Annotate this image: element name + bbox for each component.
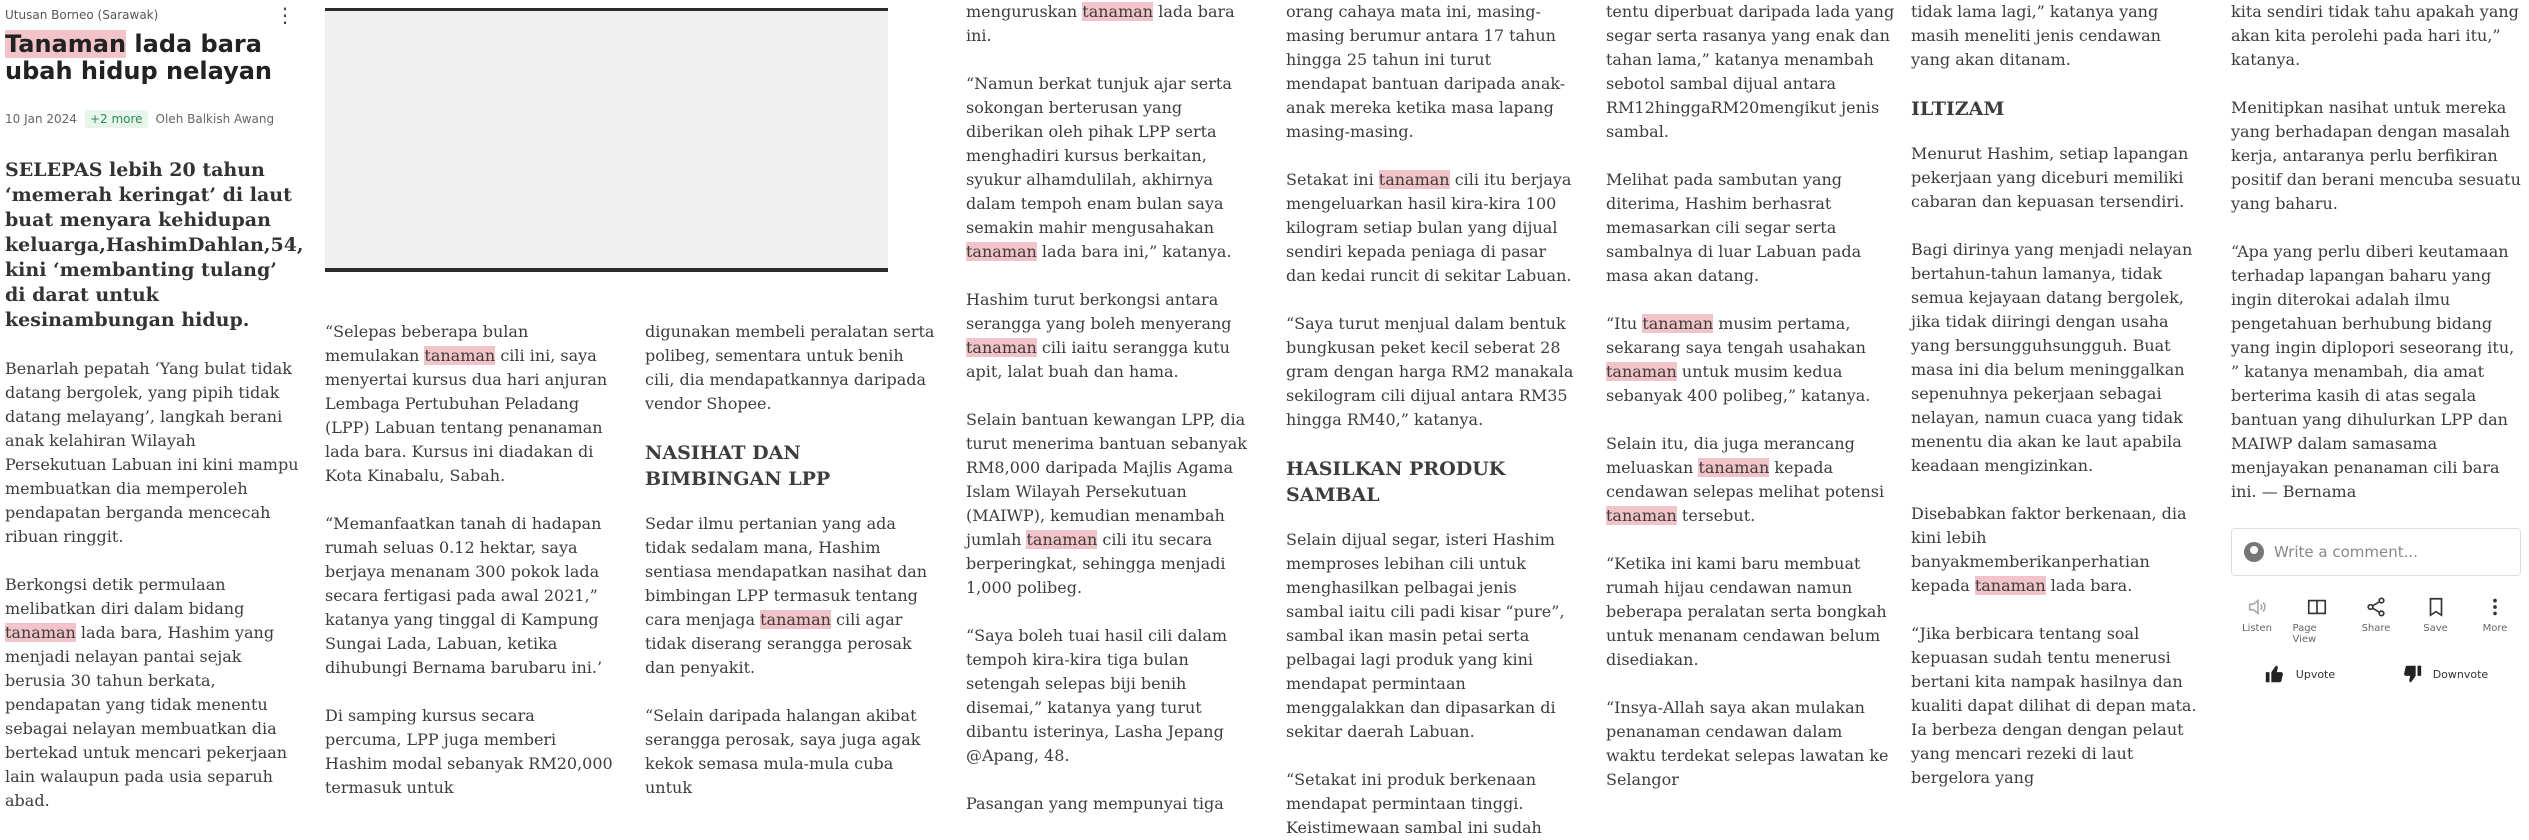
keyword-highlight: tanaman (1606, 506, 1677, 525)
lead-paragraph: SELEPAS lebih 20 tahun ‘memerah keringat’ di laut buat menyara kehidupan keluarga,HashimDahlan,54, kini ‘membanting tulang’ di darat untuk kesinambungan hidup. (5, 159, 304, 331)
downvote-button[interactable]: Downvote (2401, 663, 2489, 685)
paragraph: “Memanfaatkan tanah di hadapan rumah seluas 0.12 hektar, saya berjaya menanam 300 pokok lada secara fertigasi pada awal 2021,” katanya yang tinggal di Kampung Sungai Lada, Labuan, ketika dihubungi Bernama barubaru ini.’ (325, 514, 603, 677)
share-icon (2365, 596, 2387, 618)
thumbs-up-icon (2264, 663, 2286, 685)
article-date: 10 Jan 2024 (5, 112, 77, 126)
paragraph: Hashim turut berkongsi antara serangga yang boleh menyerang tanaman cili iaitu serangga kutu apit, lalat buah dan hama. (966, 290, 1232, 381)
title-highlight: Tanaman (5, 30, 127, 58)
paragraph: Melihat pada sambutan yang diterima, Hashim berhasrat memasarkan cili segar serta sambalnya di luar Labuan pada masa akan datang. (1606, 170, 1862, 285)
article-column-8 (2231, 0, 2521, 780)
paragraph: “Setakat ini produk berkenaan mendapat permintaan tinggi. Keistimewaan sambal ini sudah (1286, 770, 1542, 837)
paragraph: Selain bantuan kewangan LPP, dia turut menerima bantuan sebanyak RM8,000 daripada Majlis Agama Islam Wilayah Persekutuan (MAIWP), kemudian menambah jumlah tanaman cili itu secara berperingkat, sehingga menjadi 1,000 polibeg. (966, 410, 1247, 597)
paragraph: Setakat ini tanaman cili itu berjaya mengeluarkan hasil kira-kira 100 kilogram setiap bulan yang dijual sendiri kepada peniaga di pasar dan kedai runcit di sekitar Labuan. (1286, 170, 1572, 285)
save-button[interactable]: Save (2412, 596, 2460, 645)
paragraph: Disebabkan faktor berkenaan, dia kini lebih banyakmemberikanperhatian kepada tanaman lada bara. (1911, 504, 2187, 595)
section-heading: HASILKAN PRODUK SAMBAL (1286, 458, 1506, 506)
more-options-icon[interactable]: ⋮ (275, 3, 295, 27)
publisher-name[interactable]: Utusan Borneo (Sarawak) (5, 8, 159, 22)
paragraph: Selain itu, dia juga merancang meluaskan tanaman kepada cendawan selepas melihat potensi tanaman tersebut. (1606, 434, 1885, 525)
paragraph: Benarlah pepatah ‘Yang bulat tidak datang bergolek, yang pipih tidak datang melayang’, langkah berani anak kelahiran Wilayah Persekutuan Labuan ini kini mampu membuatkan dia memperoleh pendapatan berganda mencecah ribuan ringgit. (5, 359, 299, 546)
paragraph: Di samping kursus secara percuma, LPP juga memberi Hashim modal sebanyak RM20,000 termasuk untuk (325, 706, 613, 797)
publisher-row (5, 5, 301, 25)
paragraph: Bagi dirinya yang menjadi nelayan bertahun-tahun lamanya, tidak semua kejayaan datang bergolek, jika tidak diiringi dengan usaha yang bersungguhsungguh. Buat masa ini dia belum meninggalkan sepenuhnya pekerjaan sebagai nelayan, namun cuaca yang tidak menentu dia akan ke laut apabila keadaan mengizinkan. (1911, 240, 2193, 475)
paragraph: orang cahaya mata ini, masing-masing berumur antara 17 tahun hingga 25 tahun ini turut mendapat bantuan daripada anak-anak mereka ketika masa lapang masing-masing. (1286, 2, 1566, 141)
keyword-highlight: tanaman (1082, 2, 1154, 21)
paragraph: Selain dijual segar, isteri Hashim memproses lebihan cili untuk menghasilkan pelbagai jenis sambal iaitu cili padi kisar “pure”, sambal ikan masin petai serta pelbagai lagi produk yang kini mendapat permintaan menggalakkan dan dipasarkan di sekitar daerah Labuan. (1286, 530, 1565, 741)
more-button[interactable]: More (2471, 596, 2519, 645)
more-vertical-icon (2484, 596, 2506, 618)
paragraph: Berkongsi detik permulaan melibatkan diri dalam bidang tanaman lada bara, Hashim yang menjadi nelayan pantai sejak berusia 30 tahun berkata, pendapatan yang tidak menentu sebagai nelayan membuatkan dia bertekad untuk mencari pekerjaan lain walaupun pada usia separuh abad. (5, 575, 288, 810)
listen-button[interactable]: Listen (2233, 596, 2281, 645)
keyword-highlight: tanaman (1974, 576, 2046, 595)
paragraph: tidak lama lagi,” katanya yang masih meneliti jenis cendawan yang akan ditanam. (1911, 2, 2161, 69)
article-column-3 (645, 320, 935, 797)
article-column-5 (1286, 0, 1576, 837)
book-open-icon (2306, 596, 2328, 618)
more-badge[interactable]: +2 more (85, 110, 148, 128)
upvote-button[interactable]: Upvote (2264, 663, 2335, 685)
paragraph: “Selain daripada halangan akibat serangga perosak, saya juga agak kekok semasa mula-mula cuba untuk (645, 706, 921, 797)
article-column-2 (325, 320, 615, 797)
paragraph: Pasangan yang mempunyai tiga (966, 794, 1224, 813)
paragraph: Sedar ilmu pertanian yang ada tidak sedalam mana, Hashim sentiasa mendapatkan nasihat dan bimbingan LPP termasuk tentang cara menjaga tanaman cili agar tidak diserang serangga perosak dan penyakit. (645, 514, 928, 677)
paragraph: tentu diperbuat daripada lada yang segar serta rasanya yang enak dan tahan lama,” katanya menambah sebotol sambal dijual antara RM12hinggaRM20mengikut jenis sambal. (1606, 2, 1895, 141)
paragraph: Menitipkan nasihat untuk mereka yang berhadapan dengan masalah kerja, antaranya perlu berfikiran positif dan berani mencuba sesuatu yang baharu. (2231, 98, 2521, 213)
paragraph: “Apa yang perlu diberi keutamaan terhadap lapangan baharu yang ingin diterokai adalah ilmu pengetahuan berhubung bidang yang ingin diplopori seseorang itu, ” katanya menambah, dia amat berterima kasih di atas segala bantuan yang dihulurkan LPP dan MAIWP dalam samasama menjayakan penanaman cili bara ini. — Bernama (2231, 242, 2515, 501)
title-rest: lada bara ubah hidup nelayan (5, 30, 272, 85)
keyword-highlight: tanaman (1026, 530, 1098, 549)
avatar-icon (2244, 542, 2264, 562)
paragraph: digunakan membeli peralatan serta polibeg, sementara untuk benih cili, dia mendapatkannya daripada vendor Shopee. (645, 322, 935, 413)
keyword-highlight: tanaman (966, 242, 1037, 261)
article-column-6 (1606, 0, 1896, 789)
keyword-highlight: tanaman (760, 610, 831, 629)
paragraph: “Ketika ini kami baru membuat rumah hijau cendawan namun beberapa peralatan serta bongkah untuk menanam cendawan belum disediakan. (1606, 554, 1887, 669)
paragraph: “Saya turut menjual dalam bentuk bungkusan peket kecil seberat 28 gram dengan harga RM2 manakala sekilogram cili dijual antara RM35 hingga RM40,” katanya. (1286, 314, 1574, 429)
keyword-highlight: tanaman (5, 623, 76, 642)
article-author: Oleh Balkish Awang (155, 112, 275, 126)
article-column-7 (1911, 0, 2201, 787)
paragraph: menguruskan tanaman lada bara ini. (966, 2, 1235, 45)
keyword-highlight: tanaman (1642, 314, 1714, 333)
section-heading: NASIHAT DAN BIMBINGAN LPP (645, 442, 831, 490)
section-heading: ILTIZAM (1911, 98, 2005, 120)
thumbs-down-icon (2401, 663, 2423, 685)
bookmark-icon (2425, 596, 2447, 618)
keyword-highlight: tanaman (966, 338, 1037, 357)
keyword-highlight: tanaman (1606, 362, 1677, 381)
comment-placeholder: Write a comment... (2274, 543, 2418, 561)
paragraph: “Saya boleh tuai hasil cili dalam tempoh kira-kira tiga bulan setengah selepas biji benih disemai,” katanya yang turut dibantu isterinya, Lasha Jepang @Apang, 48. (966, 626, 1228, 765)
article-column-1 (5, 0, 304, 810)
paragraph: “Itu tanaman musim pertama, sekarang saya tengah usahakan tanaman untuk musim kedua sebanyak 400 polibeg,” katanya. (1606, 314, 1871, 405)
action-bar (2231, 596, 2521, 645)
paragraph: “Namun berkat tunjuk ajar serta sokongan berterusan yang diberikan oleh pihak LPP serta menghadiri kursus berkaitan, syukur alhamdulilah, akhirnya dalam tempoh enam bulan saya semakin mahir mengusahakan tanaman lada bara ini,” katanya. (966, 74, 1232, 261)
article-image[interactable] (325, 8, 888, 272)
comment-input[interactable] (2231, 528, 2521, 576)
paragraph: “Selepas beberapa bulan memulakan tanaman cili ini, saya menyertai kursus dua hari anjuran Lembaga Pertubuhan Peladang (LPP) Labuan tentang penanaman lada bara. Kursus ini diadakan di Kota Kinabalu, Sabah. (325, 322, 608, 485)
page-view-button[interactable]: Page View (2293, 596, 2341, 645)
article-column-4 (966, 0, 1256, 813)
keyword-highlight: tanaman (424, 346, 496, 365)
article-meta (5, 110, 301, 128)
keyword-highlight: tanaman (1378, 170, 1450, 189)
paragraph: “Jika berbicara tentang soal kepuasan sudah tentu menerusi bertani kita nampak hasilnya dan kualiti dapat dilihat di depan mata. Ia berbeza dengan dengan pelaut yang mencari rezeki di laut bergelora yang (1911, 624, 2197, 787)
vote-bar (2231, 663, 2521, 685)
paragraph: “Insya-Allah saya akan mulakan penanaman cendawan dalam waktu terdekat selepas lawatan ke Selangor (1606, 698, 1889, 789)
keyword-highlight: tanaman (1698, 458, 1770, 477)
paragraph: Menurut Hashim, setiap lapangan pekerjaan yang diceburi memiliki cabaran dan kepuasan tersendiri. (1911, 144, 2189, 211)
share-button[interactable]: Share (2352, 596, 2400, 645)
speaker-icon (2246, 596, 2268, 618)
paragraph: kita sendiri tidak tahu apakah yang akan kita perolehi pada hari itu,” katanya. (2231, 2, 2519, 69)
article-title (5, 31, 301, 85)
